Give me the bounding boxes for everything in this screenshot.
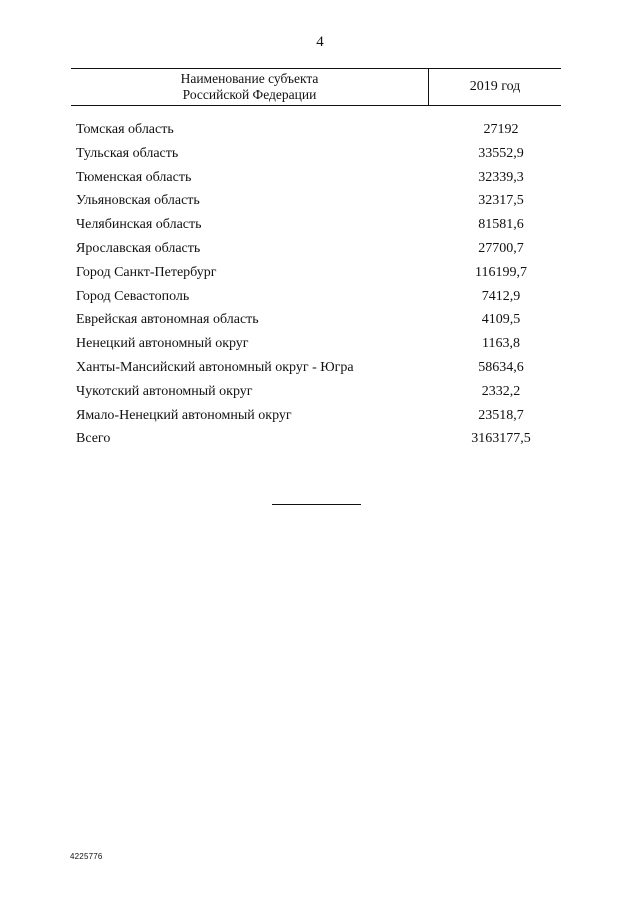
row-value: 27700,7 xyxy=(478,240,524,256)
table-row xyxy=(76,334,556,358)
row-value: 23518,7 xyxy=(478,407,524,423)
table-row xyxy=(76,287,556,311)
row-region-name: Город Санкт-Петербург xyxy=(76,264,217,280)
row-value: 27192 xyxy=(483,122,519,137)
header-subject-name xyxy=(71,69,428,105)
row-value: 4109,5 xyxy=(481,312,521,328)
row-value: 1163,8 xyxy=(482,336,520,352)
table-row xyxy=(76,239,556,263)
page-number: 4 xyxy=(316,34,324,50)
table-row xyxy=(76,191,556,215)
table-row xyxy=(76,144,556,168)
table-row xyxy=(76,263,556,287)
row-region-name: Тюменская область xyxy=(76,169,192,185)
table-row xyxy=(76,120,556,144)
row-total-value: 3163177,5 xyxy=(471,431,531,447)
row-value: 2332,2 xyxy=(481,383,521,399)
row-value: 81581,6 xyxy=(478,217,524,233)
end-of-table-rule xyxy=(272,504,361,505)
row-region-name: Ненецкий автономный округ xyxy=(76,336,249,352)
header-year: 2019 год xyxy=(469,79,521,94)
row-region-name: Ханты-Мансийский автономный округ - Югра xyxy=(76,359,354,375)
row-region-name: Чукотский автономный округ xyxy=(76,383,253,399)
table-body xyxy=(76,120,556,453)
table-row xyxy=(76,310,556,334)
row-region-name: Еврейская автономная область xyxy=(76,312,259,328)
row-value: 32317,5 xyxy=(478,193,524,209)
row-total-label: Всего xyxy=(76,431,111,447)
table-header xyxy=(71,68,561,106)
row-value: 32339,3 xyxy=(478,169,524,185)
row-region-name: Ямало-Ненецкий автономный округ xyxy=(76,407,292,423)
header-subject-name-line2: Российской Федерации xyxy=(182,87,317,102)
header-subject-name-line1: Наименование субъекта xyxy=(180,71,319,86)
table-row-total xyxy=(76,429,556,453)
row-region-name: Ульяновская область xyxy=(76,193,200,209)
table-row xyxy=(76,168,556,192)
row-region-name: Город Севастополь xyxy=(76,288,190,304)
row-region-name: Челябинская область xyxy=(76,217,202,233)
row-region-name: Ярославская область xyxy=(76,240,201,256)
row-region-name: Тульская область xyxy=(76,145,179,161)
row-value: 116199,7 xyxy=(475,264,527,280)
row-value: 33552,9 xyxy=(478,145,524,161)
document-code: 4225776 xyxy=(70,852,103,861)
table-row xyxy=(76,358,556,382)
row-value: 58634,6 xyxy=(478,359,524,375)
table-row xyxy=(76,215,556,239)
table-row xyxy=(76,382,556,406)
row-value: 7412,9 xyxy=(481,288,521,304)
row-region-name: Томская область xyxy=(76,122,174,137)
table-row xyxy=(76,406,556,430)
